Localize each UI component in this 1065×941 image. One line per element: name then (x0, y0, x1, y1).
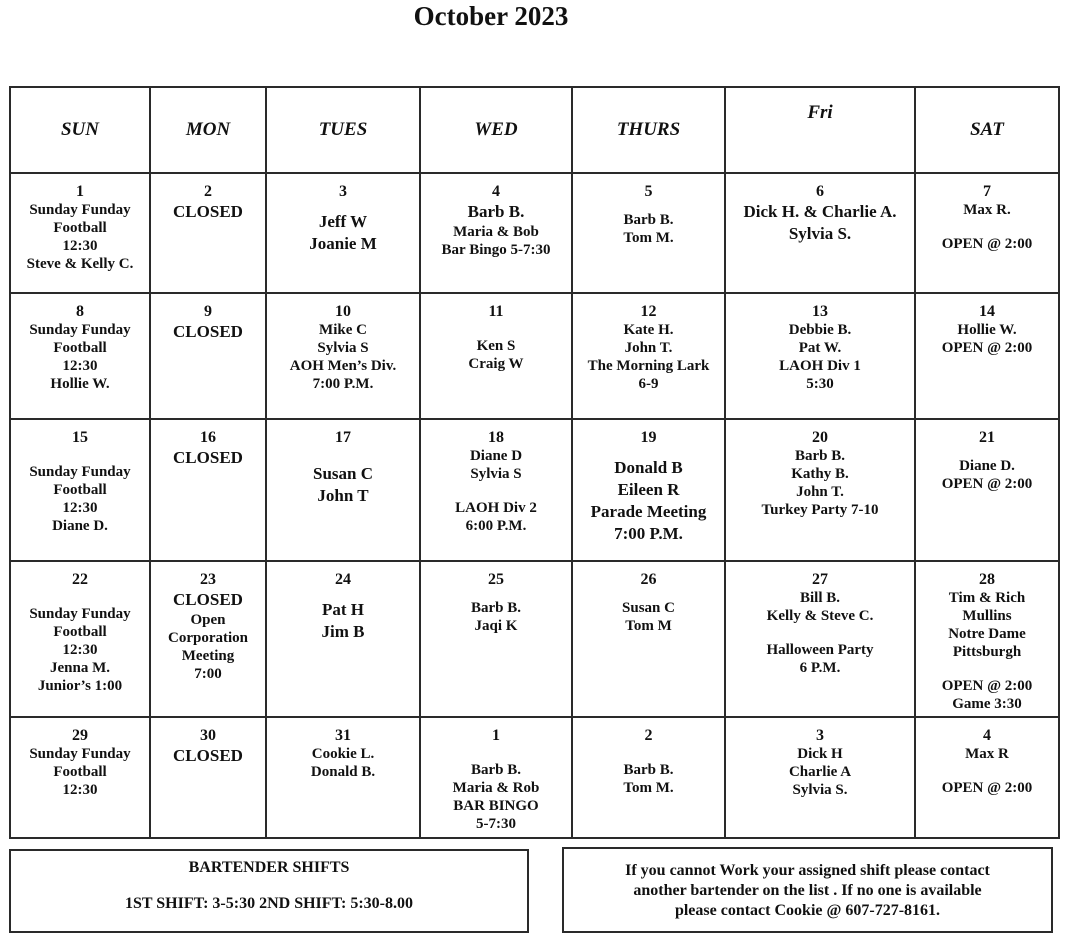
cell-line: Max R. (963, 202, 1011, 218)
day-number: 27 (812, 571, 828, 588)
day-number: 4 (983, 727, 991, 744)
cell-line: Sunday Funday (29, 606, 131, 622)
day-number: 2 (204, 183, 212, 200)
cell-line: Pat W. (798, 340, 842, 356)
cell-line: CLOSED (173, 202, 243, 221)
day-number: 14 (979, 303, 995, 320)
cell-line: Barb B. (470, 762, 521, 778)
day-cell (915, 419, 1059, 561)
cell-line: Dick H. & Charlie A. (743, 202, 897, 221)
cell-line: OPEN @ 2:00 (941, 780, 1033, 796)
day-cell (150, 419, 266, 561)
day-number: 21 (979, 429, 995, 446)
cell-line: Mike C (319, 322, 367, 338)
cell-line: Debbie B. (788, 322, 852, 338)
cell-line: Craig W (468, 356, 524, 372)
cell-line: Maria & Rob (452, 780, 540, 796)
cell-line: 7:00 P.M. (614, 524, 683, 543)
cell-line: Football (53, 482, 107, 498)
day-cell (725, 419, 915, 561)
cell-line: Tom M. (623, 780, 674, 796)
day-number: 23 (200, 571, 216, 588)
cell-line: Kelly & Steve C. (766, 608, 874, 624)
cell-line: Diane D. (52, 518, 108, 534)
cell-line: Kathy B. (791, 466, 849, 482)
notice-line: another bartender on the list . If no one is available (633, 882, 982, 899)
cell-line: Football (53, 340, 107, 356)
day-cell (10, 293, 150, 419)
notice-line: please contact Cookie @ 607-727-8161. (674, 902, 941, 919)
cell-line: Hollie W. (957, 322, 1017, 338)
cell-line: 12:30 (62, 238, 98, 254)
day-number: 1 (492, 727, 500, 744)
cell-line: OPEN @ 2:00 (941, 340, 1033, 356)
cell-line: Notre Dame (948, 626, 1026, 642)
cell-line: Barb B. (794, 448, 845, 464)
cell-line: Jaqi K (474, 618, 518, 634)
cell-line: Barb B. (623, 212, 674, 228)
shifts-times: 1ST SHIFT: 3-5:30 2ND SHIFT: 5:30-8.00 (124, 895, 413, 912)
day-cell (420, 293, 572, 419)
week-row (10, 173, 1059, 293)
weekday-header-fri: Fri (725, 87, 915, 173)
day-number: 9 (204, 303, 212, 320)
cell-line: Corporation (168, 630, 248, 646)
day-cell (10, 173, 150, 293)
cell-line: Tim & Rich (948, 590, 1026, 606)
cell-line: 12:30 (62, 358, 98, 374)
cell-line: Junior’s 1:00 (37, 678, 123, 694)
calendar-grid (9, 86, 1060, 839)
cell-line: Barb B. (623, 762, 674, 778)
cell-line: 12:30 (62, 642, 98, 658)
cell-line: Maria & Bob (453, 224, 539, 240)
contact-notice-box (562, 847, 1053, 933)
week-row (10, 717, 1059, 838)
day-number: 6 (816, 183, 824, 200)
cell-line: 12:30 (62, 782, 98, 798)
cell-line: 7:00 (194, 666, 222, 682)
day-cell (10, 419, 150, 561)
day-number: 5 (644, 183, 653, 200)
day-number: 4 (492, 183, 500, 200)
cell-line: Cookie L. (311, 746, 375, 762)
cell-line: Barb B. (470, 600, 521, 616)
cell-line: Bill B. (799, 590, 840, 606)
day-cell (572, 561, 725, 717)
cell-line: Diane D. (959, 458, 1015, 474)
day-number: 22 (72, 571, 88, 588)
day-cell (725, 293, 915, 419)
cell-line: John T (317, 486, 369, 505)
cell-line: Sunday Funday (29, 464, 131, 480)
cell-line: The Morning Lark (587, 358, 710, 374)
cell-line: CLOSED (173, 448, 243, 467)
cell-line: Sunday Funday (29, 322, 131, 338)
day-cell (150, 717, 266, 838)
weekday-header-sun: SUN (10, 87, 150, 173)
cell-line: Game 3:30 (952, 696, 1022, 712)
day-cell (915, 561, 1059, 717)
day-cell (725, 561, 915, 717)
day-number: 26 (640, 571, 657, 588)
cell-line: Jeff W (318, 212, 368, 231)
cell-line: CLOSED (173, 322, 243, 341)
cell-line: Donald B (614, 458, 683, 477)
cell-line: BAR BINGO (453, 798, 539, 814)
cell-line: Joanie M (309, 234, 377, 253)
cell-line: Sylvia S (317, 340, 369, 356)
day-cell (915, 717, 1059, 838)
cell-line: Pat H (321, 600, 365, 619)
cell-line: OPEN @ 2:00 (941, 476, 1033, 492)
day-number: 7 (983, 183, 991, 200)
day-cell (572, 717, 725, 838)
week-row (10, 561, 1059, 717)
week-row (10, 419, 1059, 561)
cell-line: Sunday Funday (29, 746, 131, 762)
day-cell (725, 717, 915, 838)
day-cell (420, 419, 572, 561)
cell-line: John T. (624, 340, 673, 356)
cell-line: Tom M (625, 618, 672, 634)
weekday-header-mon: MON (150, 87, 266, 173)
shifts-heading: BARTENDER SHIFTS (188, 859, 350, 876)
day-number: 8 (76, 303, 84, 320)
day-number: 13 (812, 303, 828, 320)
cell-line: CLOSED (173, 746, 243, 765)
day-number: 20 (812, 429, 828, 446)
cell-line: OPEN @ 2:00 (941, 236, 1033, 252)
cell-line: 6:00 P.M. (465, 518, 527, 534)
cell-line: 6-9 (638, 376, 659, 392)
cell-line: Susan C (622, 600, 675, 616)
cell-line: AOH Men’s Div. (289, 358, 397, 374)
day-cell (266, 293, 420, 419)
day-number: 15 (72, 429, 88, 446)
cell-line: LAOH Div 2 (455, 500, 537, 516)
day-cell (10, 561, 150, 717)
day-number: 24 (335, 571, 351, 588)
day-cell (572, 293, 725, 419)
day-number: 3 (816, 727, 824, 744)
cell-line: Donald B. (310, 764, 376, 780)
day-cell (266, 173, 420, 293)
weekday-header-row (10, 87, 1059, 173)
day-number: 12 (640, 303, 657, 320)
cell-line: John T. (796, 484, 844, 500)
cell-line: Meeting (181, 648, 235, 664)
cell-line: Sunday Funday (29, 202, 131, 218)
cell-line: Halloween Party (766, 642, 874, 658)
cell-line: Football (53, 624, 107, 640)
cell-line: Diane D (469, 448, 523, 464)
day-cell (150, 173, 266, 293)
cell-line: Barb B. (467, 202, 525, 221)
cell-line: Pittsburgh (952, 644, 1022, 660)
day-number: 18 (488, 429, 504, 446)
cell-line: Sylvia S. (788, 224, 852, 243)
day-cell (266, 717, 420, 838)
day-number: 16 (200, 429, 216, 446)
cell-line: Kate H. (623, 322, 674, 338)
day-number: 3 (339, 183, 347, 200)
day-cell (420, 561, 572, 717)
cell-line: Tom M. (623, 230, 674, 246)
calendar-title: October 2023 (413, 1, 569, 31)
cell-line: Susan C (312, 464, 373, 483)
weekday-header-wed: WED (420, 87, 572, 173)
day-number: 1 (76, 183, 84, 200)
day-number: 19 (640, 429, 657, 446)
day-cell (150, 561, 266, 717)
day-number: 2 (644, 727, 653, 744)
cell-line: OPEN @ 2:00 (941, 678, 1033, 694)
day-cell (266, 561, 420, 717)
cell-line: Sylvia S. (792, 782, 848, 798)
cell-line: 5-7:30 (476, 816, 516, 832)
day-number: 10 (335, 303, 351, 320)
day-number: 28 (979, 571, 995, 588)
day-cell (915, 293, 1059, 419)
cell-line: 5:30 (806, 376, 834, 392)
cell-line: Max R (965, 746, 1009, 762)
notice-line: If you cannot Work your assigned shift please contact (625, 862, 990, 879)
cell-line: Jim B (321, 622, 365, 641)
cell-line: Open (190, 612, 226, 628)
day-cell (10, 717, 150, 838)
day-number: 11 (488, 303, 504, 320)
day-cell (915, 173, 1059, 293)
cell-line: Bar Bingo 5-7:30 (441, 242, 551, 258)
cell-line: Football (53, 220, 107, 236)
week-row (10, 293, 1059, 419)
cell-line: Hollie W. (50, 376, 110, 392)
weekday-header-sat: SAT (915, 87, 1059, 173)
day-number: 29 (72, 727, 88, 744)
day-cell (420, 717, 572, 838)
cell-line: 6 P.M. (799, 660, 841, 676)
cell-line: 12:30 (62, 500, 98, 516)
day-number: 30 (200, 727, 216, 744)
cell-line: Dick H (797, 746, 843, 762)
day-cell (420, 173, 572, 293)
cell-line: Turkey Party 7-10 (761, 502, 879, 518)
cell-line: Steve & Kelly C. (26, 256, 134, 272)
bartender-shifts-box (9, 849, 529, 933)
cell-line: Eileen R (617, 480, 680, 499)
day-cell (150, 293, 266, 419)
cell-line: 7:00 P.M. (312, 376, 374, 392)
cell-line: Parade Meeting (590, 502, 707, 521)
cell-line: LAOH Div 1 (779, 358, 861, 374)
day-number: 17 (335, 429, 351, 446)
weekday-header-thurs: THURS (572, 87, 725, 173)
cell-line: Ken S (476, 338, 516, 354)
day-number: 31 (335, 727, 351, 744)
cell-line: Jenna M. (50, 660, 110, 676)
weekday-header-tues: TUES (266, 87, 420, 173)
day-cell (572, 173, 725, 293)
cell-line: Charlie A (788, 764, 852, 780)
cell-line: Mullins (962, 608, 1012, 624)
cell-line: Sylvia S (470, 466, 522, 482)
day-cell (725, 173, 915, 293)
day-cell (572, 419, 725, 561)
cell-line: Football (53, 764, 107, 780)
day-cell (266, 419, 420, 561)
day-number: 25 (488, 571, 504, 588)
cell-line: CLOSED (173, 590, 243, 609)
